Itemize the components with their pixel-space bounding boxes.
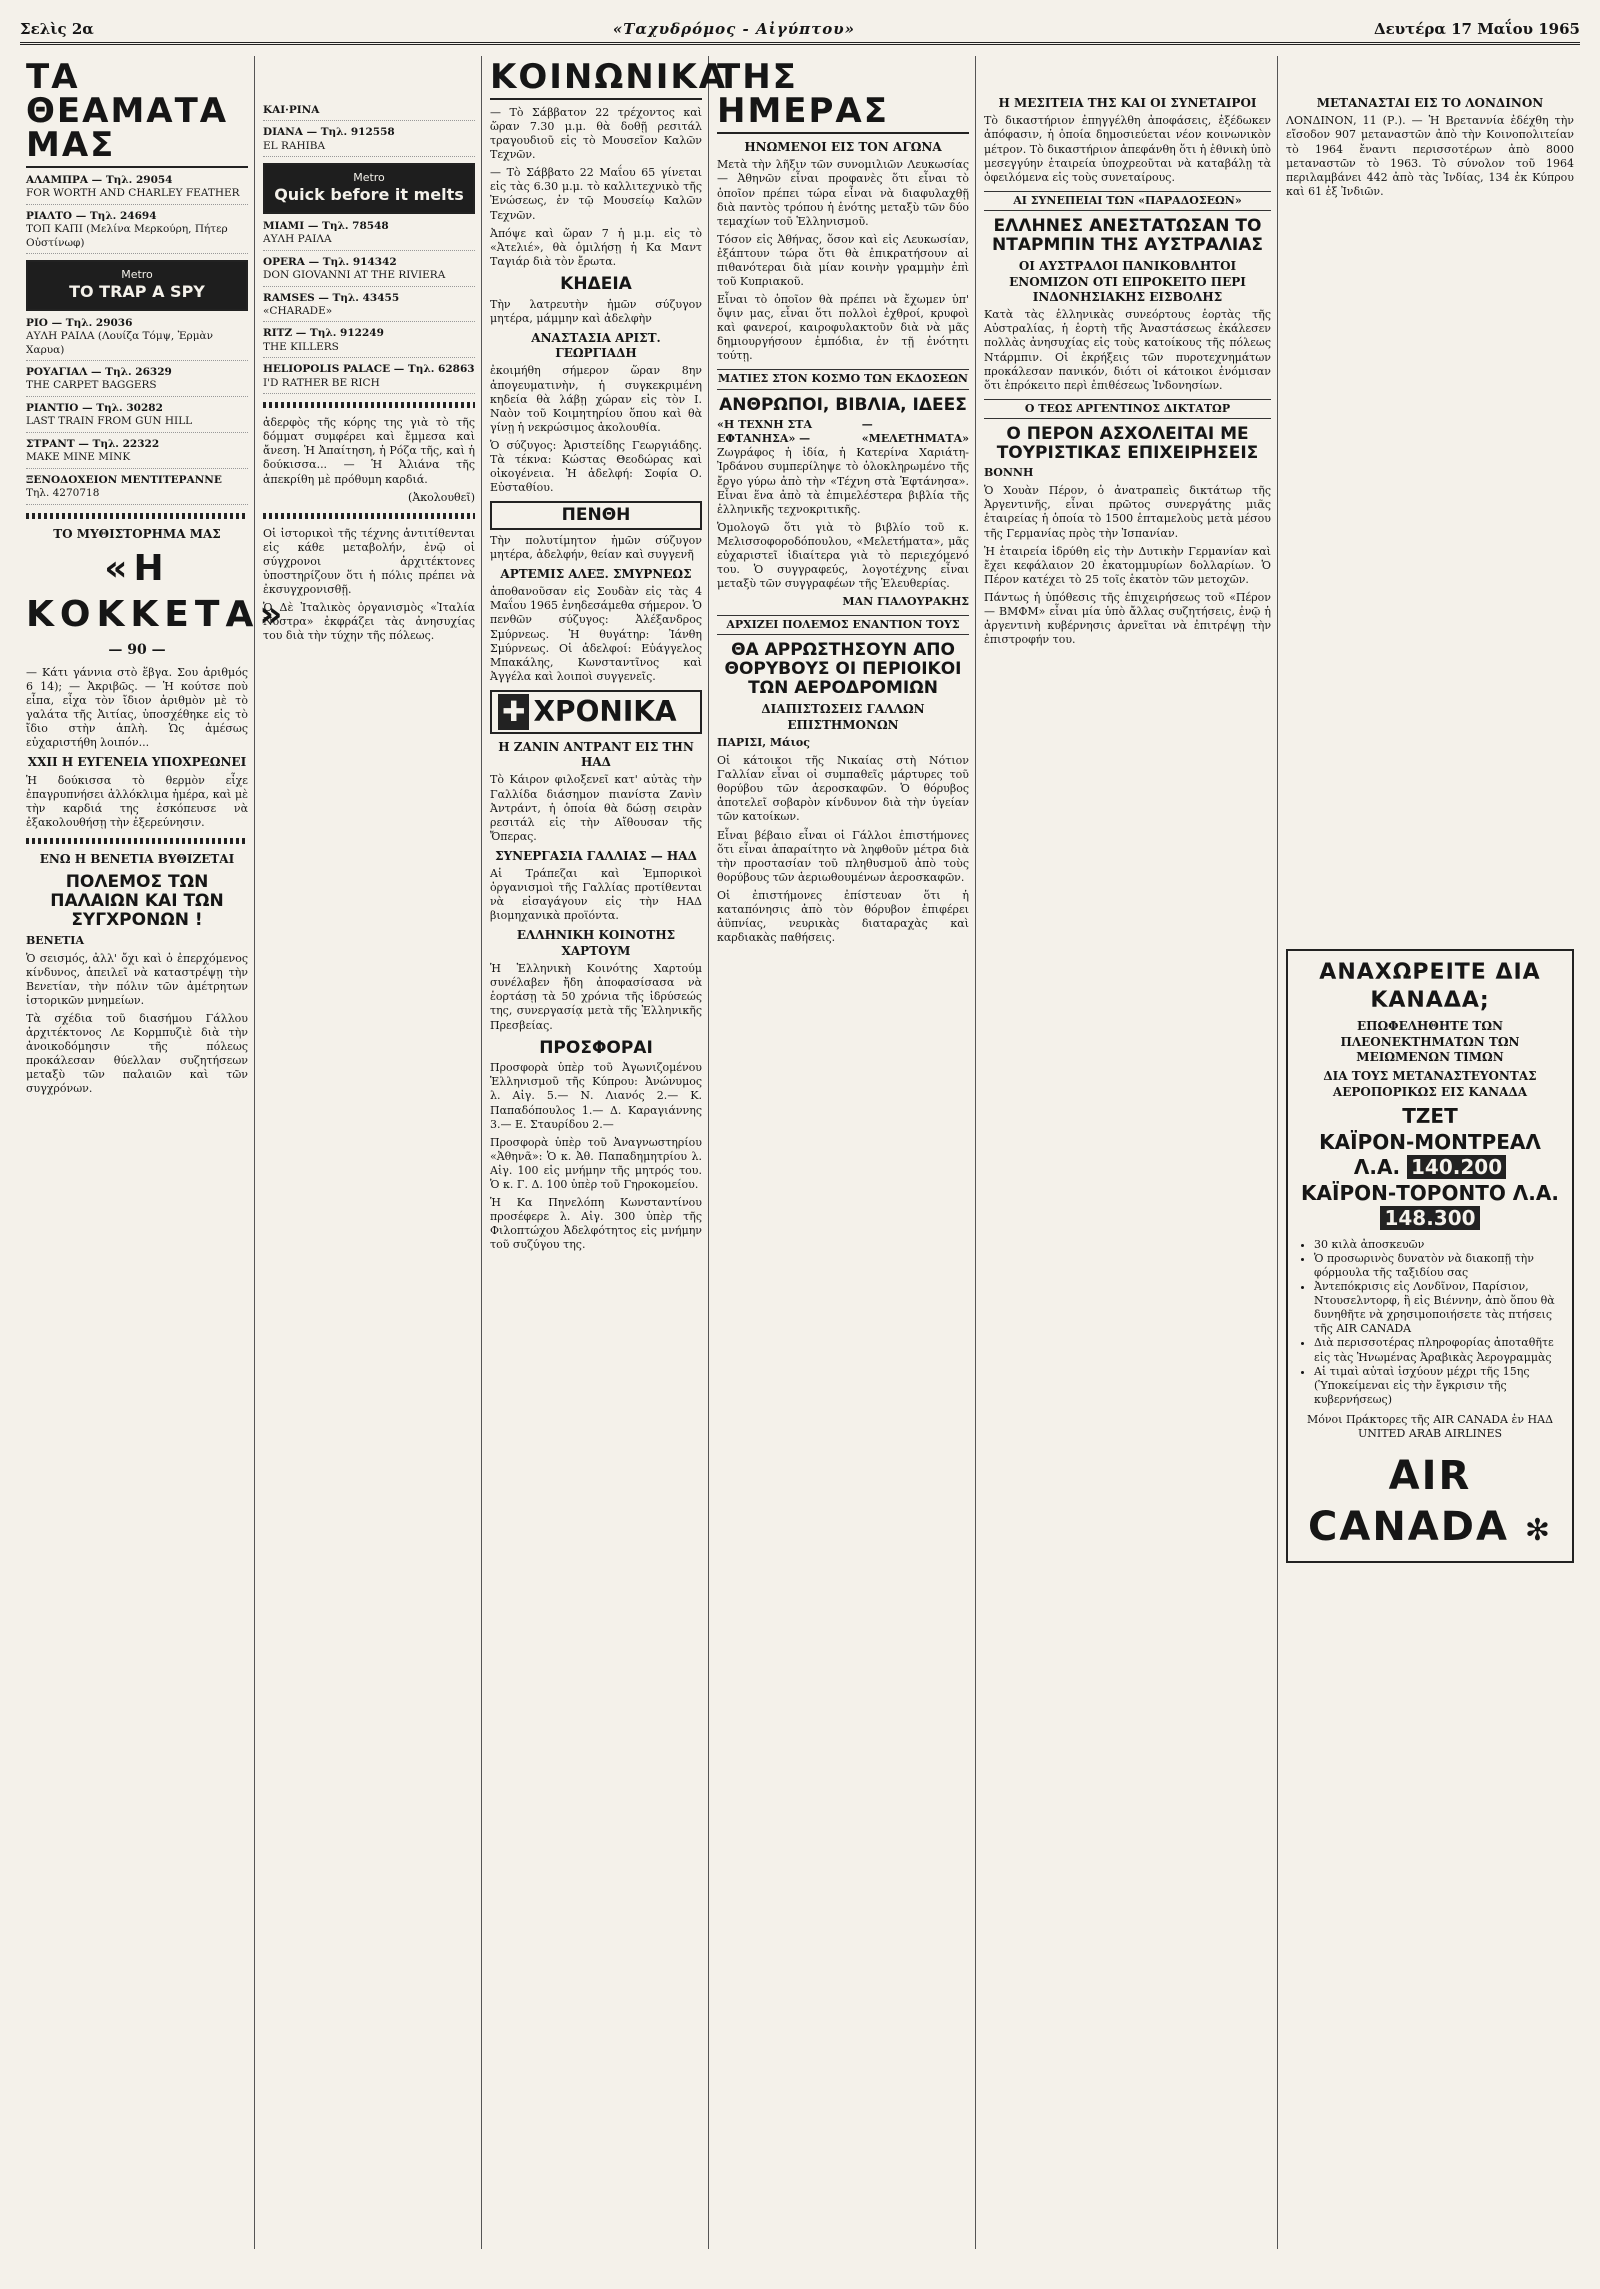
today-text: Τόσον εἰς Ἀθήνας, ὅσον καὶ εἰς Λευκωσίαν, ἐξάπτουν τώρα ὅτι θὰ ἐπικρατήσουν αἱ πιθανότεραι διὰ μίαν κοινὴν γραμμὴν ἐπὶ τοῦ Κυπριακοῦ. [717,232,969,288]
venice-title: ΠΟΛΕΜΟΣ ΤΩΝ ΠΑΛΑΙΩΝ ΚΑΙ ΤΩΝ ΣΥΓΧΡΟΝΩΝ ! [50,872,224,930]
theatre-entry: HELIOPOLIS PALACE — Τηλ. 62863 I'D RATHER BE RICH [263,363,475,394]
noise-kicker: ΑΡΧΙΖΕΙ ΠΟΛΕΜΟΣ ΕΝΑΝΤΙΟΝ ΤΟΥΣ [717,615,969,635]
chronicles-text: Τὸ Κάιρον φιλοξενεῖ κατ' αὐτὰς τὴν Γαλλίδα διάσημον πιανίστα Ζανὶν Ἀντράντ, ἡ ὁποία θὰ δώσῃ σειρὰν ρεσιτάλ εἰς τὴν Αἴθουσαν τῆς Ὄπερας. [490,773,702,843]
theatre-entry: ΡΙΑΛΤΟ — Τηλ. 24694 ΤΟΠ ΚΑΠΙ (Μελίνα Μερκούρη, Πήτερ Οὐστίνωφ) [26,210,248,254]
column-4 [711,56,976,2249]
world-text: Ζωγράφος ἡ ἰδία, ἡ Κατερίνα Χαριάτη-Ἰρδάνου συμπερίληψε τὸ ὁλοκληρωμένο τῆς ἔργο γύρω ἀπὸ τὴν «Τέχνη στὰ Ἑφτάνησα». Εἶναι ἕνα ἀπὸ τὰ ἐπιμελέστερα βιβλία τῆς ἑλληνικῆς τεχνοκριτικῆς. [717,446,969,516]
theatre-list-right-2 [263,220,475,394]
traditions-text: Κατὰ τὰς ἑλληνικὰς συνεόρτους ἑορτὰς τῆς Αὐστραλίας, ἡ ἑορτὴ τῆς Ἀναστάσεως ἐκάλεσεν πολλὰς ἀνησυχίας εἰς τοὺς κατοίκους τῆς πόλεως Ντάρμπιν. Οἱ ἐκρήξεις τῶν πυροτεχνημάτων προκάλεσαν πανικόν, διότι οἱ κάτοικοι ἐνόμισαν ὅτι ἐπρόκειτο περὶ ἐπιθέσεως Ἰνδονησίων. [984,308,1271,392]
world-title: ΑΝΘΡΩΠΟΙ, ΒΙΒΛΙΑ, ΙΔΕΕΣ [719,394,967,415]
noise-text: Οἱ κάτοικοι τῆς Νικαίας στὴ Νότιον Γαλλίαν εἶναι οἱ συμπαθεῖς μάρτυρες τοῦ θορύβου τῶν ἀεροσκαφῶν. Ὁ θόρυβος ἀποτελεῖ σοβαρὸν κίνδυνον διὰ τὴν ὑγείαν τῶν κατοίκων. [717,754,969,824]
divider [26,513,248,519]
theatre-entry: DIANA — Τηλ. 912558 EL RAHIBA [263,126,475,157]
peron-text: Ἡ ἑταιρεία ἱδρύθη εἰς τὴν Δυτικὴν Γερμανίαν καὶ ἔχει κεφάλαιον 20 ἑκατομμυρίων δολλαρίων. Ὁ Πέρον κατέχει τὸ 25 τοῖς ἑκατὸν τῶν μετοχῶν. [984,544,1271,586]
metro-ad: Metro TO TRAP A SPY [26,260,248,311]
spacer [1286,203,1574,943]
social-text: — Τὸ Σάββατον 22 τρέχοντος καὶ ὥραν 7.30 μ.μ. θὰ δοθῇ ρεσιτάλ τραγουδιοῦ εἰς τὸ Μουσεῖον Καλῶν Τεχνῶν. [490,106,702,162]
peron-kicker: Ο ΤΕΩΣ ΑΡΓΕΝΤΙΝΟΣ ΔΙΚΤΑΤΩΡ [984,399,1271,419]
social-title: ΚΟΙΝΩΝΙΚΑ [490,60,702,100]
mourning-title: ΠΕΝΘΗ [490,501,702,530]
air-canada-ad [1286,949,1574,1564]
issue-date: Δευτέρα 17 Μαΐου 1965 [1373,20,1580,38]
ad-agent: Μόνοι Πράκτορες τῆς AIR CANADA ἐν ΗΑΔ UNITED ARAB AIRLINES [1306,1412,1554,1440]
world-kicker: ΜΑΤΙΕΣ ΣΤΟΝ ΚΟΣΜΟ ΤΩΝ ΕΚΔΟΣΕΩΝ [717,369,969,389]
theatre-entry: OPERA — Τηλ. 914342 DON GIOVANNI AT THE RIVIERA [263,256,475,287]
noise-text: Εἶναι βέβαιο εἶναι οἱ Γάλλοι ἐπιστήμονες ὅτι εἶναι ἀπαραίτητο νὰ ληφθοῦν μέτρα διὰ τὴν προστασίαν τοῦ πληθυσμοῦ ἀπὸ τοὺς θορύβους τῶν ἀεριωθουμένων ἀεροσκαφῶν. [717,828,969,884]
venice-text: ΒΕΝΕΤΙΑ [26,933,84,947]
today-title: ΤΗΣ ΗΜΕΡΑΣ [717,60,969,134]
social-text: Ἀπόψε καὶ ὥραν 7 ἡ μ.μ. εἰς τὸ «Ἀτελιέ», θὰ ὁμιλήσῃ ἡ Κα Μαντ Ταγιάρ διὰ τὸν ἔρωτα. [490,226,702,268]
chronicles-text: Αἱ Τράπεζαι καὶ Ἐμπορικοὶ ὀργανισμοὶ τῆς Γαλλίας προτίθενται νὰ εἰσαγάγουν εἰς τὴν ΗΑΔ βιομηχανικὰ προϊόντα. [490,867,702,923]
theatre-entry: RITZ — Τηλ. 912249 THE KILLERS [263,327,475,358]
column-1 [20,56,289,2249]
newspaper-page [20,20,1580,2249]
column-6 [1280,56,1580,2249]
serial-label: ΤΟ ΜΥΘΙΣΤΟΡΗΜΑ ΜΑΣ [53,526,221,541]
venice-text: Τὰ σχέδια τοῦ διασήμου Γάλλου ἀρχιτέκτονος Λε Κορμπυζιὲ διὰ τὴν ἀνοικοδόμησιν τῆς πόλεως προκάλεσαν θύελλαν συζητήσεων μεταξὺ τῶν παλαιῶν καὶ τῶν συγχρόνων. [26,1011,248,1096]
column-3 [484,56,728,2249]
deserters-text: Τὸ δικαστήριον ἐπηγγέλθη ἀποφάσεις, ἐξέδωκεν ἀπόφασιν, ἡ ὁποία δημοσιεύεται νέον κοινωνικὸν μέτρον. Τὸ δικαστήριον ἀπεφάνθη ὅτι ἡ ἐθνικὴ ὑπὸ μεσεγγύην ἐταιρεία ὑποχρεοῦται νὰ καταβάλῃ τὰ ὀφειλόμενα εἰς τοὺς συνεταίρους. [984,114,1271,184]
column-5 [978,56,1278,2249]
mourning-text: Τὴν πολυτίμητον ἡμῶν σύζυγον μητέρα, ἀδελφήν, θείαν καὶ συγγενῆ [490,533,702,561]
funeral-text: Τὴν λατρευτὴν ἡμῶν σύζυγον μητέρα, μάμμην καὶ ἀδελφὴν [490,297,702,325]
noise-text: Οἱ ἐπιστήμονες ἐπίστευαν ὅτι ἡ καταπόνησις ἀπὸ τὸν θόρυβον ἐπιφέρει ἀϋπνίας, νευρικὰς διαταραχὰς καὶ καρδιακὰς παθήσεις. [717,888,969,945]
divider [26,838,248,844]
social-text: — Τὸ Σάββατο 22 Μαΐου 65 γίνεται εἰς τὰς 6.30 μ.μ. τὸ καλλιτεχνικὸ τῆς Ἐνώσεως, ἐν τῷ Μουσείῳ Καλῶν Τεχνῶν. [490,166,702,222]
theatre-list-right [263,104,475,157]
today-text: Μετὰ τὴν λῆξιν τῶν συνομιλιῶν Λευκωσίας — Ἀθηνῶν εἶναι προφανὲς ὅτι εἶναι τὸ ὁποῖον πρέπει τώρα εἶναι νὰ διαφυλαχθῇ διὰ παντὸς τρόπου ἡ ἑνότης μεταξὺ τῶν δύο τεμαχίων τοῦ Ἑλληνισμοῦ. [717,158,969,228]
peron-title: Ο ΠΕΡΟΝ ΑΣΧΟΛΕΙΤΑΙ ΜΕ ΤΟΥΡΙΣΤΙΚΑΣ ΕΠΙΧΕΙΡΗΣΕΙΣ [996,423,1259,463]
today-text: Εἶναι τὸ ὁποῖον θὰ πρέπει νὰ ἔχωμεν ὑπ' ὄψιν μας, εἶναι ὅτι πολλοὶ ἐχθροί, κρυφοὶ καὶ φανεροί, καιροφυλακτοῦν διὰ νὰ μᾶς δημιουργήσουν ἐμπόδια, ἐν τῇ ἐνότητι τούτῃ. [717,293,969,363]
mourning-text: ἀποθανοῦσαν εἰς Σουδὰν εἰς τὰς 4 Μαΐου 1965 ἐνηδεσάμεθα σήμερον. Ὁ πενθῶν σύζυγος: Ἀλέξανδρος Σμύρνεως. Ἡ θυγάτηρ: Ἰάνθη Σμύρνεως. Οἱ ἀδελφοί: Εὐάγγελος Μπακάλης, Κωνσταντῖνος καὶ Ἀγγέλα καὶ λοιποὶ συγγενεῖς. [490,585,702,683]
funeral-text: ἐκοιμήθη σήμερον ὥραν 8ην ἀπογευματινὴν, ἡ συγκεκριμένη κηδεία θὰ λάβῃ χώραν εἰς τὸν Ι. Ναὸν τοῦ Κοιμητηρίου ὅπου καὶ θὰ γίνῃ ἡ νεκρώσιμος ἀκολουθία. [490,364,702,434]
mourning-name: ΑΡΤΕΜΙΣ ΑΛΕΞ. ΣΜΥΡΝΕΩΣ [500,566,692,581]
chronicles-heading: Η ΖΑΝΙΝ ΑΝΤΡΑΝΤ ΕΙΣ ΤΗΝ ΗΑΔ [498,739,694,770]
serial-section: ΧΧΙΙ Η ΕΥΓΕΝΕΙΑ ΥΠΟΧΡΕΩΝΕΙ [27,755,247,770]
theatre-entry: ΣΤΡΑΝΤ — Τηλ. 22322 MAKE MINE MINK [26,438,248,469]
venice-text: Ὁ σεισμός, ἀλλ' ὄχι καὶ ὁ ἐπερχόμενος κίνδυνος, ἀπειλεῖ νὰ καταστρέψῃ τὴν Βενετίαν, τὴν πόλιν τῶν ἀμέτρητων ἱστορικῶν μνημείων. [26,951,248,1007]
theatre-entry: ΞΕΝΟΔΟΧΕΙΟΝ ΜΕΝΤΙΤΕΡΑΝΝΕ Τηλ. 4270718 [26,474,248,505]
serial-text: Ἡ δούκισσα τὸ θερμὸν εἶχε ἐπαγρυπνήσει ἀλλόκλιμα ἡμέρα, καὶ μὲ τὴν καρδιά της ἐσκόπευσε νὰ ἐξακολουθήσῃ τὴν ἐξερεύνησιν. [26,773,248,830]
offers-text: Προσφορὰ ὑπὲρ τοῦ Ἀναγνωστηρίου «Ἀθηνᾶ»: Ὁ κ. Ἀθ. Παπαδημητρίου λ. Αἰγ. 100 εἰς μνήμην τῆς μητρός του. Ὁ κ. Γ. Δ. 100 ὑπὲρ τοῦ Γηροκομείου. [490,1135,702,1191]
theatre-list-left-2 [26,317,248,505]
noise-title: ΘΑ ΑΡΡΩΣΤΗΣΟΥΝ ΑΠΟ ΘΟΡΥΒΟΥΣ ΟΙ ΠΕΡΙΟΙΚΟΙ ΤΩΝ ΑΕΡΟΔΡΟΜΙΩΝ [724,640,962,698]
serial-title: «Η ΚΟΚΚΕΤΑ» [26,547,289,635]
peron-text: Ὁ Χουὰν Πέρον, ὁ ἀνατραπεὶς δικτάτωρ τῆς Ἀργεντινῆς, εἶναι πρῶτος συνεργάτης μιᾶς ἑταιρείας ἡ ὁποία τὸ 1500 ἑπταμελοὺς μετὰ μέσου τῆς Γερμανίας πρὸς τὴν Ἰσπανίαν. [984,484,1271,540]
column-2 [257,56,482,2249]
divider [263,513,475,519]
theatre-entry: MIAMI — Τηλ. 78548 ΑΥΛΗ ΡΑΙΛΑ [263,220,475,251]
cross-icon: ✚ [498,694,529,730]
columns [20,56,1580,2249]
today-heading: ΗΝΩΜΕΝΟΙ ΕΙΣ ΤΟΝ ΑΓΩΝΑ [744,140,942,154]
emigrants-title: ΜΕΤΑΝΑΣΤΑΙ ΕΙΣ ΤΟ ΛΟΝΔΙΝΟΝ [1316,96,1544,110]
theatre-list-left [26,174,248,254]
masthead [20,20,1580,45]
offers-text: Προσφορὰ ὑπὲρ τοῦ Ἀγωνιζομένου Ἑλληνισμοῦ τῆς Κύπρου: Ἀνώνυμος λ. Αἰγ. 5.— Ν. Λιανός 2.— Κ. Παπαδόπουλος 1.— Δ. Καραγιάννης 3.— Ε. Σταυρίδου 2.— [490,1061,702,1131]
funeral-name: ΑΝΑΣΤΑΣΙΑ ΑΡΙΣΤ. ΓΕΩΡΓΙΑΔΗ [531,330,661,361]
theatre-entry: ΡΙΑΝΤΙΟ — Τηλ. 30282 LAST TRAIN FROM GUN HILL [26,402,248,433]
theatre-entry: RAMSES — Τηλ. 43455 «CHARADE» [263,292,475,323]
air-canada-logo: AIR CANADA ✻ [1308,1453,1552,1551]
divider [263,402,475,408]
serial-number: — 90 — [108,642,166,659]
traditions-kicker: ΑΙ ΣΥΝΕΠΕΙΑΙ ΤΩΝ «ΠΑΡΑΔΟΣΕΩΝ» [984,191,1271,211]
fare-montreal: ΚΑΪΡΟΝ-ΜΟΝΤΡΕΑΛ Λ.Α. 140.200 [1319,1129,1541,1180]
metro-ad: Metro Quick before it melts [263,163,475,214]
chronicles-text: Ἡ Ἑλληνικὴ Κοινότης Χαρτούμ συνέλαβεν ἤδη ἀποφασίσασα νὰ ἑορτάσῃ τὰ 50 χρόνια τῆς ἱδρύσεώς της, συνεργασίᾳ μετὰ τῆς Ἑλληνικῆς Πρεσβείας. [490,962,702,1032]
venice-text: Οἱ ἱστορικοὶ τῆς τέχνης ἀντιτίθενται εἰς κάθε μεταβολήν, ἐνῷ οἱ σύγχρονοι ἀρχιτέκτονες ὑποστηρίζουν ὅτι ἡ πόλις πρέπει νὰ ἐκσυγχρονισθῇ. [263,526,475,597]
theatre-entry: ΡΟΥΑΓΙΑΛ — Τηλ. 26329 THE CARPET BAGGERS [26,366,248,397]
ad-subhead: ΔΙΑ ΤΟΥΣ ΜΕΤΑΝΑΣΤΕΥΟΝΤΑΣ ΑΕΡΟΠΟΡΙΚΩΣ ΕΙΣ ΚΑΝΑΔΑ [1323,1069,1537,1099]
chronicles-heading: ΕΛΛΗΝΙΚΗ ΚΟΙΝΟΤΗΣ ΧΑΡΤΟΥΜ [516,928,676,958]
emigrants-text: ΛΟΝΔΙΝΟΝ, 11 (Ρ.). — Ἡ Βρεταννία ἐδέχθη τὴν εἴσοδον 907 μεταναστῶν ἀπὸ τὴν Κοινοπολιτείαν τὸ 1964 ἔναντι περισσοτέρων ἀπὸ 8000 μεταναστῶν τὸ 1963. Τὸ σύνολον τοῦ 1964 περιλαμβάνει 442 ἀπὸ τὰς Ἰνδίας, 134 ἐκ Κύπρου καὶ 61 ἐξ Ἰνδιῶν. [1286,114,1574,198]
ad-headline: ΑΝΑΧΩΡΕΙΤΕ ΔΙΑ ΚΑΝΑΔΑ; [1319,959,1541,1013]
noise-text: ΠΑΡΙΣΙ, Μάιος [717,736,810,750]
noise-sub: ΔΙΑΠΙΣΤΩΣΕΙΣ ΓΑΛΛΩΝ ΕΠΙΣΤΗΜΟΝΩΝ [761,702,925,732]
ad-jet: ΤΖΕΤ [1402,1103,1458,1128]
world-text: Ὁμολογῶ ὅτι γιὰ τὸ βιβλίο τοῦ κ. Μελισσοφοροδόπουλου, «Μελετήματα», μᾶς εὐχαριστεῖ ἰδιαίτερα γιὰ τὸ περιεχόμενό του. Ὁ συγγραφεύς, λογοτέχνης εἶναι μεταξὺ τῶν συγγραφέων τῆς Ἑλευθερίας. [717,520,969,591]
funeral-text: Ὁ σύζυγος: Ἀριστείδης Γεωργιάδης. Τὰ τέκνα: Κώστας Θεοδώρας καὶ οἰκογένεια. Ἡ ἀδελφή: Σοφία Ο. Εὐσταθίου. [490,438,702,495]
theatres-title: ΤΑ ΘΕΑΜΑΤΑ ΜΑΣ [26,60,248,168]
theatre-entry: ΡΙΟ — Τηλ. 29036 ΑΥΛΗ ΡΑΙΛΑ (Λουίζα Τόμψ, Ἐρμὰν Χαρυα) [26,317,248,361]
ad-bullets: • 30 κιλὰ ἀποσκευῶν • Ὁ προσωρινὸς δυνατὸν νὰ διακοπῇ τὴν φόρμουλα τῆς ταξιδίου σας • Ἀντεπόκρισις εἰς Λονδῖνον, Παρίσιον, Ντουσελντορφ, ἢ εἰς Βιέννην, ἀπὸ ὅπου θὰ δυνηθῆτε νὰ χρησιμοποιήσετε τὰς πτήσεις τῆς AIR CANADA • Διὰ περισσοτέρας πληροφορίας ἀποταθῆτε εἰς τὰς Ἡνωμένας Ἀραβικὰς Ἀερογραμμὰς • Αἱ τιμαὶ αὐταὶ ἰσχύουν μέχρι τῆς 15ης (Ὑποκείμεναι εἰς τὴν ἔγκρισιν τῆς κυβερνήσεως) [1304,1238,1566,1407]
venice-kicker: ΕΝΩ Η ΒΕΝΕΤΙΑ ΒΥΘΙΖΕΤΑΙ [39,852,235,867]
offers-text: Ἡ Κα Πηνελόπη Κωνσταντίνου προσέφερε λ. Αἰγ. 300 ὑπὲρ τῆς Φιλοπτώχου Ἀδελφότητος εἰς μνήμην τοῦ συζύγου της. [490,1195,702,1252]
traditions-title: ΕΛΛΗΝΕΣ ΑΝΕΣΤΑΤΩΣΑΝ ΤΟ ΝΤΑΡΜΠΙΝ ΤΗΣ ΑΥΣΤΡΑΛΙΑΣ [992,215,1263,255]
deserters-title: Η ΜΕΣΙΤΕΙΑ ΤΗΣ ΚΑΙ ΟΙ ΣΥΝΕΤΑΙΡΟΙ [998,96,1257,110]
funeral-title: ΚΗΔΕΙΑ [560,273,632,294]
world-subheads: «Η ΤΕΧΝΗ ΣΤΑ ΕΦΤΑΝΗΣΑ» — — «ΜΕΛΕΤΗΜΑΤΑ» [717,418,970,446]
ad-subhead: ΕΠΩΦΕΛΗΘΗΤΕ ΤΩΝ ΠΛΕΟΝΕΚΤΗΜΑΤΩΝ ΤΩΝ ΜΕΙΩΜΕΝΩΝ ΤΙΜΩΝ [1340,1019,1520,1064]
theatre-entry: ΚΑΙ·ΡΙΝΑ [263,104,475,121]
serial-continued: (Ἀκολουθεῖ) [408,490,475,504]
paper-name: «Ταχυδρόμος - Αἰγύπτου» [612,20,856,38]
venice-text: Ὁ Δὲ Ἰταλικὸς ὀργανισμὸς «Ἰταλία Νόστρα» ἐκφράζει τὰς ἀνησυχίας του διὰ τὴν τύχην τῆς πόλεως. [263,601,475,643]
serial-text: ἀδερφὸς τῆς κόρης της γιὰ τὸ τῆς δόμματ συμφέρει καὶ ἔμμεσα καὶ ἄνεση. Ἡ Ἀπαίτηση, ἡ Ρόζα τῆς, καὶ ἡ δούκισσα... — Ἡ Ἀλιάνα τῆς ἀπεκρίθη μὲ πρόθυμη καρδιά. [263,416,475,486]
serial-text: — Κάτι γάννια στὸ ἕβγα. Σου ἀριθμός 6 14); — Ἀκριβῶς. — Ἡ κούτσε ποὺ εἶπα, εἶχα τὸν ἴδιον ἀριθμὸν μὲ τὸ γαλάτα τῆς Ἀιτίας, ὑποσχέθηκε εἰς τὸ ἴδιο στὴν ἁπλὴ. Ὡς ἀμέσως εὐχαριστήθη λοιπόν... [26,665,248,750]
peron-text: Πάντως ἡ ὑπόθεσις τῆς ἐπιχειρήσεως τοῦ «Πέρον — ΒΜΦΜ» εἶναι μία ὑπὸ ἄλλας συζητήσεις, ἐνῷ ἡ ἀργεντινὴ κυβέρνησις ἀρνεῖται νὰ ἐπιτρέψῃ τὴν ἐπιστροφήν του. [984,590,1271,647]
page-number: Σελὶς 2α [20,20,94,38]
theatre-entry: ΑΛΑΜΠΡΑ — Τηλ. 29054 FOR WORTH AND CHARLEY FEATHER [26,174,248,205]
chronicles-title: ✚ ΧΡΟΝΙΚΑ [490,690,702,734]
maple-leaf-icon: ✻ [1524,1513,1552,1549]
offers-title: ΠΡΟΣΦΟΡΑΙ [539,1037,653,1058]
peron-text: ΒΟΝΝΗ [984,466,1034,480]
traditions-sub: ΟΙ ΑΥΣΤΡΑΛΟΙ ΠΑΝΙΚΟΒΛΗΤΟΙ ΕΝΟΜΙΖΟΝ ΟΤΙ ΕΠΡΟΚΕΙΤΟ ΠΕΡΙ ΙΝΔΟΝΗΣΙΑΚΗΣ ΕΙΣΒΟΛΗΣ [1009,259,1246,304]
chronicles-heading: ΣΥΝΕΡΓΑΣΙΑ ΓΑΛΛΙΑΣ — ΗΑΔ [495,848,697,863]
fare-toronto: ΚΑΪΡΟΝ-ΤΟΡΟΝΤΟ Λ.Α. 148.300 [1301,1180,1559,1231]
world-signature: ΜΑΝ ΓΙΑΛΟΥΡΑΚΗΣ [842,595,969,609]
